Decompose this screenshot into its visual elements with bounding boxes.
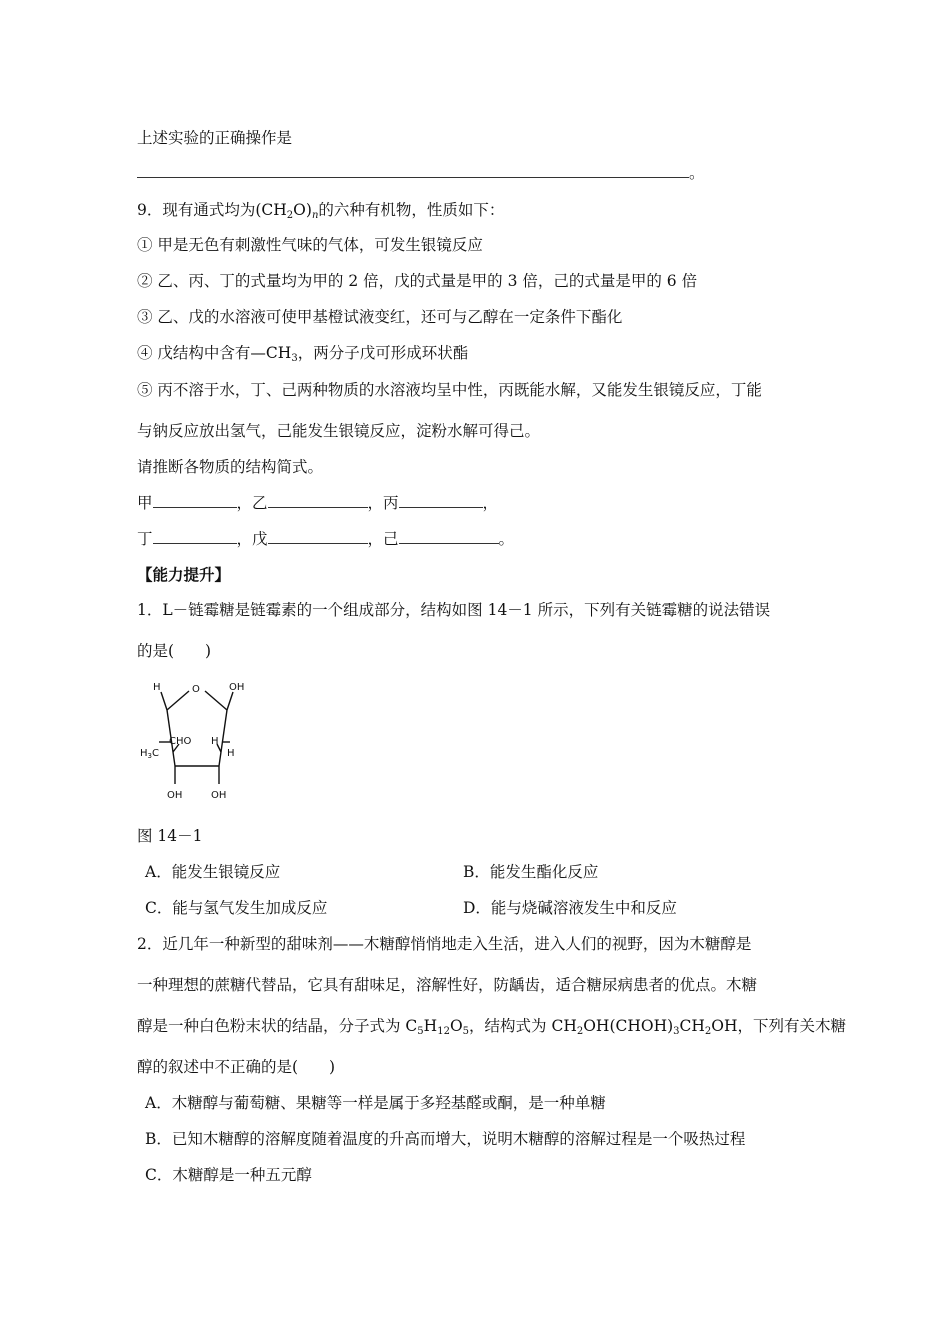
atom-h3c: $H_3C$ [140, 748, 159, 760]
blank-yi[interactable] [268, 493, 368, 508]
bond-o-c4 [205, 691, 227, 710]
atom-oh-top: OH [229, 682, 245, 693]
q9-property-2: ② 乙、丙、丁的式量均为甲的 2 倍，戊的式量是甲的 3 倍，己的式量是甲的 6 倍 [137, 272, 698, 290]
atom-oh-bl: OH [167, 790, 183, 801]
blank-jia[interactable] [153, 493, 237, 508]
q9-property-5b: 与钠反应放出氢气，己能发生银镜反应，淀粉水解可得己。 [137, 422, 541, 440]
q1-option-b[interactable]: B．能发生酯化反应 [463, 863, 599, 881]
q9-property-5a: ⑤ 丙不溶于水，丁、己两种物质的水溶液均呈中性，丙既能水解，又能发生银镜反应，丁能 [137, 381, 762, 399]
answer-prompt: 上述实验的正确操作是 [137, 129, 293, 147]
bond-c1-o [167, 691, 189, 710]
bond-c4-c3 [219, 710, 227, 766]
q2-stem-1: 2．近几年一种新型的甜味剂——木糖醇悄悄地走入生活，进入人们的视野，因为木糖醇是 [137, 935, 752, 953]
q1-option-a[interactable]: A．能发生银镜反应 [145, 863, 281, 881]
atom-oh-br: OH [211, 790, 227, 801]
q2-option-a[interactable]: A．木糖醇与葡萄糖、果糖等一样是属于多羟基醛或酮，是一种单糖 [145, 1094, 606, 1112]
atom-h-right: H [227, 748, 235, 759]
atom-cho: CHO [169, 736, 192, 747]
q9-property-4: ④ 戊结构中含有$—CH_3$，两分子戊可形成环状酯 [137, 344, 469, 364]
bond-oh-top [227, 692, 233, 710]
q2-stem-3: 醇是一种白色粉末状的结晶，分子式为 $C_5H_{12}O_5$，结构式为 $CH_2OH(CHOH)_3CH_2OH$，下列有关木糖 [137, 1017, 847, 1037]
q1-option-d[interactable]: D．能与烧碱溶液发生中和反应 [463, 899, 677, 917]
q1-stem-2: 的是( ) [137, 642, 212, 660]
blank-wu[interactable] [268, 529, 368, 544]
q9-blanks-row1: 甲 ，乙 ，丙 ， [137, 494, 499, 512]
q9-property-3: ③ 乙、戊的水溶液可使甲基橙试液变红，还可与乙醇在一定条件下酯化 [137, 308, 623, 326]
q1-option-c[interactable]: C．能与氢气发生加成反应 [145, 899, 328, 917]
atom-o-ring: O [192, 684, 200, 695]
q2-option-c[interactable]: C．木糖醇是一种五元醇 [145, 1166, 312, 1184]
q2-option-b[interactable]: B．已知木糖醇的溶解度随着温度的升高而增大，说明木糖醇的溶解过程是一个吸热过程 [145, 1130, 746, 1148]
q9-ask: 请推断各物质的结构简式。 [137, 458, 324, 476]
q1-stem-1: 1．L－链霉糖是链霉素的一个组成部分，结构如图 14－1 所示，下列有关链霉糖的说法错误 [137, 601, 771, 619]
q9-property-1: ① 甲是无色有刺激性气味的气体，可发生银镜反应 [137, 236, 483, 254]
q9-blanks-row2: 丁 ，戊 ，己 。 [137, 530, 515, 548]
figure-caption: 图 14－1 [137, 827, 203, 845]
q2-stem-2: 一种理想的蔗糖代替品，它具有甜味足，溶解性好，防龋齿，适合糖尿病患者的优点。木糖 [137, 976, 758, 994]
atom-h-mid: H [211, 736, 219, 747]
section-title: 【能力提升】 [137, 565, 231, 584]
blank-ding[interactable] [153, 529, 237, 544]
blank-ji[interactable] [399, 529, 499, 544]
bond-h-left [161, 692, 167, 710]
atom-h-left: H [153, 682, 161, 693]
q2-stem-4: 醇的叙述中不正确的是( ) [137, 1058, 336, 1076]
blank-bing[interactable] [399, 493, 483, 508]
q9-stem: 9．现有通式均为$(CH_2O)_n$的六种有机物，性质如下： [137, 201, 505, 221]
answer-line: 。 [137, 163, 705, 183]
structure-figure [137, 676, 257, 806]
